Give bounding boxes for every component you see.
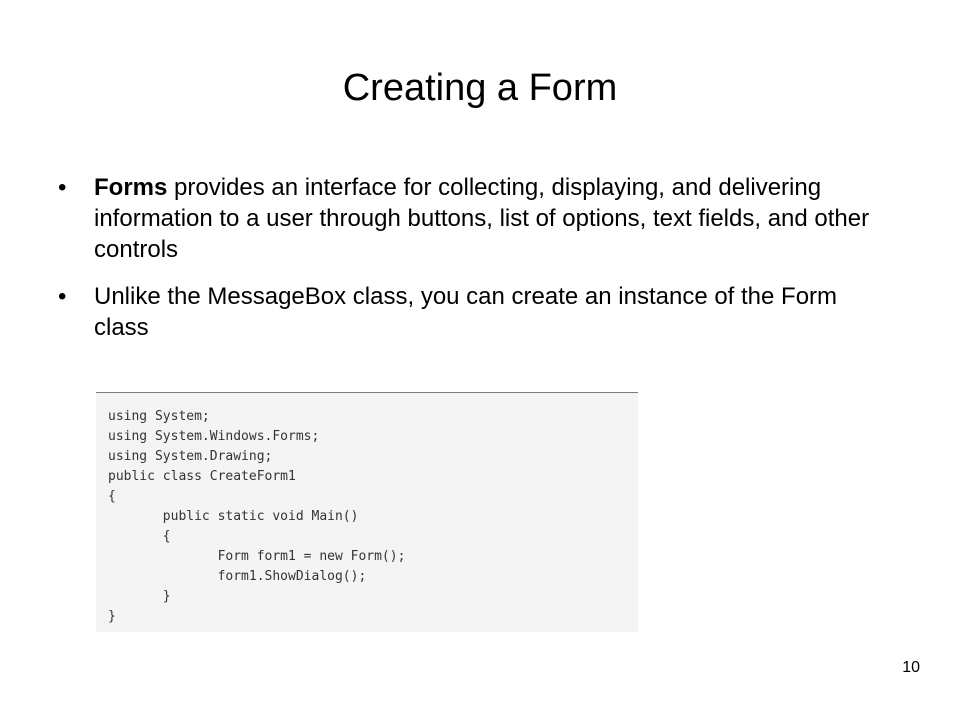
code-line: { bbox=[108, 529, 171, 544]
code-line: using System.Windows.Forms; bbox=[108, 429, 320, 444]
code-line: { bbox=[108, 489, 116, 504]
bullet-text: Unlike the MessageBox class, you can create an instance of the Form class bbox=[94, 283, 838, 341]
code-line: } bbox=[108, 589, 171, 604]
slide-title: Creating a Form bbox=[342, 67, 618, 109]
bullet-marker: • bbox=[58, 174, 67, 201]
code-line: using System.Drawing; bbox=[108, 449, 273, 464]
code-sample bbox=[96, 392, 638, 632]
code-line: form1.ShowDialog(); bbox=[108, 569, 367, 584]
code-line: public class CreateForm1 bbox=[108, 469, 296, 484]
code-line: } bbox=[108, 609, 116, 624]
code-line: Form form1 = new Form(); bbox=[108, 549, 406, 564]
page-number: 10 bbox=[902, 659, 920, 676]
code-line: using System; bbox=[108, 409, 210, 424]
bullet-term: Forms bbox=[94, 174, 168, 201]
bullet-text: provides an interface for collecting, displaying, and delivering information to a user through buttons, list of options, text fields, and other controls bbox=[94, 174, 870, 263]
bullet-item bbox=[58, 281, 898, 343]
bullet-marker: • bbox=[58, 283, 67, 310]
bullet-item bbox=[58, 172, 898, 265]
bullet-list bbox=[58, 172, 898, 359]
code-line: public static void Main() bbox=[108, 509, 359, 524]
